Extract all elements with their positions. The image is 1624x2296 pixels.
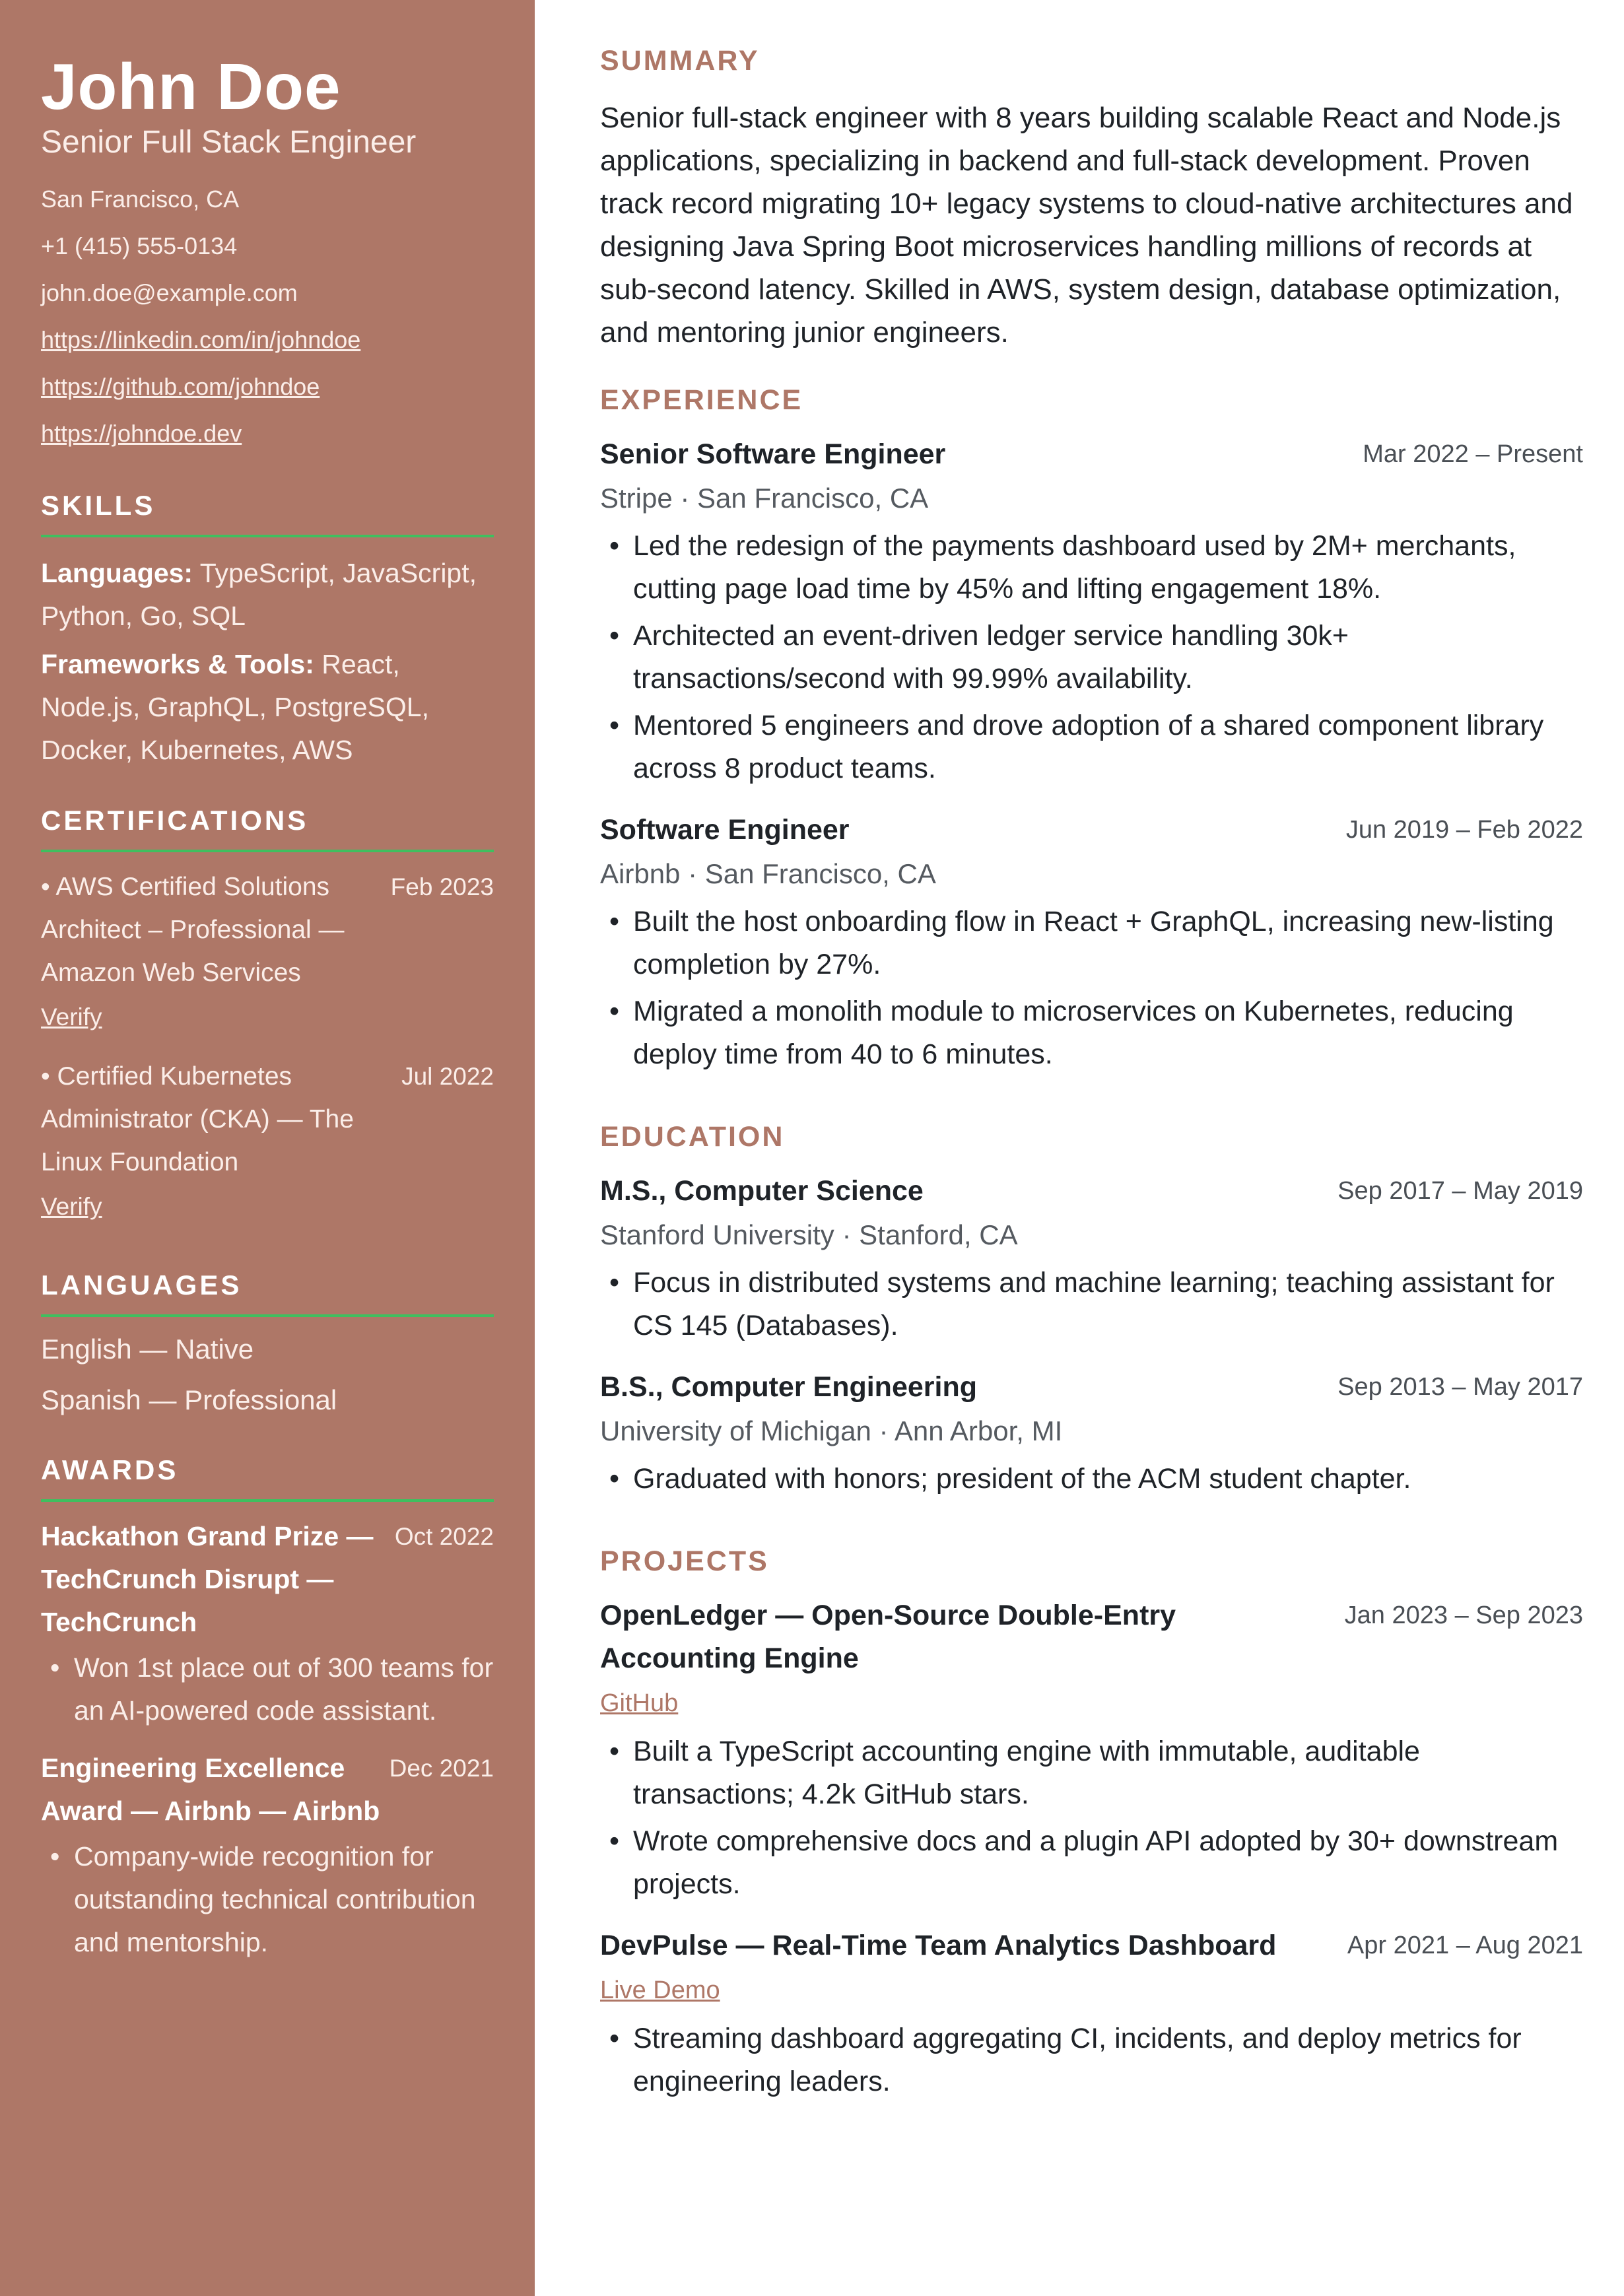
skill-value: TypeScript, JavaScript, Python, Go, SQL — [41, 558, 477, 631]
project-bullet: • Built a TypeScript accounting engine with immutable, auditable transactions; 4.2k GitHub stars. — [600, 1730, 1583, 1816]
language-item: English — Native — [41, 1334, 254, 1365]
project-link[interactable]: GitHub — [600, 1689, 679, 1717]
language-item: Spanish — Professional — [41, 1384, 337, 1415]
candidate-name: John Doe — [41, 50, 341, 123]
verify-link[interactable]: Verify — [41, 1003, 102, 1030]
summary-title: SUMMARY — [600, 45, 760, 77]
certification-name: • Certified Kubernetes Administrator (CKA) — The Linux Foundation — [41, 1062, 354, 1176]
languages-title: LANGUAGES — [41, 1267, 494, 1317]
linkedin-link[interactable]: https://linkedin.com/in/johndoe — [41, 326, 361, 353]
degree-title: B.S., Computer Engineering — [600, 1371, 977, 1403]
job-title: Senior Software Engineer — [600, 438, 946, 470]
summary-text: Senior full-stack engineer with 8 years building scalable React and Node.js applications, specializing in backend and full-stack development. Proven track record migrating 10+ legacy systems to cloud-native architectures and designing Java Spring Boot microservices handling millions of records at sub-second latency. Skilled in AWS, system design, database optimization, and mentoring junior engineers. — [600, 102, 1573, 349]
job-bullet: • Architected an event-driven ledger service handling 30k+ transactions/second with 99.99% availability. — [600, 615, 1583, 700]
award-item — [41, 1515, 494, 1644]
project-item — [600, 1924, 1583, 2103]
job-bullet: • Mentored 5 engineers and drove adoption of a shared component library across 8 product teams. — [600, 704, 1583, 790]
project-bullet: • Wrote comprehensive docs and a plugin API adopted by 30+ downstream projects. — [600, 1820, 1583, 1906]
award-date: Dec 2021 — [389, 1755, 494, 1782]
education-item — [600, 1366, 1583, 1501]
education-bullet: • Graduated with honors; president of the ACM student chapter. — [600, 1458, 1583, 1501]
project-date: Jan 2023 – Sep 2023 — [1344, 1602, 1583, 1629]
certifications-title: CERTIFICATIONS — [41, 802, 494, 852]
school-name: University of Michigan · Ann Arbor, MI — [600, 1415, 1063, 1446]
main-content — [600, 0, 1583, 2107]
github-link[interactable]: https://github.com/johndoe — [41, 373, 320, 400]
education-bullet: • Focus in distributed systems and machine learning; teaching assistant for CS 145 (Databases). — [600, 1262, 1583, 1347]
job-bullet: • Built the host onboarding flow in React + GraphQL, increasing new-listing completion by 27%. — [600, 900, 1583, 986]
experience-item — [600, 809, 1583, 1076]
award-description: • Company-wide recognition for outstanding technical contribution and mentorship. — [41, 1835, 494, 1964]
job-title: Software Engineer — [600, 814, 850, 846]
job-date: Jun 2019 – Feb 2022 — [1345, 816, 1583, 844]
certification-date: Feb 2023 — [390, 873, 494, 900]
experience-title: EXPERIENCE — [600, 384, 803, 416]
skills-title: SKILLS — [41, 487, 494, 537]
award-date: Oct 2022 — [394, 1523, 494, 1550]
project-name: DevPulse — Real-Time Team Analytics Dashboard — [600, 1930, 1277, 1961]
projects-title: PROJECTS — [600, 1545, 769, 1577]
education-item — [600, 1170, 1583, 1347]
degree-title: M.S., Computer Science — [600, 1175, 924, 1207]
verify-link[interactable]: Verify — [41, 1193, 102, 1220]
project-date: Apr 2021 – Aug 2021 — [1347, 1932, 1583, 1959]
job-bullet: • Migrated a monolith module to microservices on Kubernetes, reducing deploy time from 40 to 6 minutes. — [600, 990, 1583, 1076]
email: john.doe@example.com — [41, 279, 298, 306]
skill-value: React, Node.js, GraphQL, PostgreSQL, Docker, Kubernetes, AWS — [41, 649, 429, 765]
skill-label: Languages: — [41, 558, 193, 588]
school-name: Stanford University · Stanford, CA — [600, 1219, 1018, 1250]
certification-item — [41, 1055, 494, 1184]
project-item — [600, 1594, 1583, 1906]
headline: Senior Full Stack Engineer — [41, 125, 417, 160]
job-bullet: • Led the redesign of the payments dashboard used by 2M+ merchants, cutting page load time by 45% and lifting engagement 18%. — [600, 525, 1583, 611]
degree-date: Sep 2013 – May 2017 — [1337, 1373, 1583, 1401]
certification-item — [41, 865, 494, 994]
website-link[interactable]: https://johndoe.dev — [41, 420, 242, 447]
award-description: • Won 1st place out of 300 teams for an AI-powered code assistant. — [41, 1646, 494, 1732]
award-item — [41, 1747, 494, 1833]
project-link[interactable]: Live Demo — [600, 1976, 720, 2004]
project-name: OpenLedger — Open-Source Double-Entry Accounting Engine — [600, 1600, 1176, 1674]
certification-name: • AWS Certified Solutions Architect – Professional — Amazon Web Services — [41, 873, 345, 987]
certification-date: Jul 2022 — [401, 1063, 494, 1090]
location: San Francisco, CA — [41, 186, 240, 213]
job-company: Airbnb · San Francisco, CA — [600, 858, 936, 889]
experience-item — [600, 433, 1583, 790]
awards-title: AWARDS — [41, 1452, 494, 1502]
degree-date: Sep 2017 – May 2019 — [1337, 1177, 1583, 1205]
award-title: Hackathon Grand Prize — TechCrunch Disrupt — TechCrunch — [41, 1521, 374, 1637]
job-company: Stripe · San Francisco, CA — [600, 483, 929, 514]
skill-row — [41, 552, 494, 638]
skill-label: Frameworks & Tools: — [41, 649, 314, 679]
phone: +1 (415) 555-0134 — [41, 232, 238, 259]
skill-row — [41, 643, 494, 772]
award-title: Engineering Excellence Award — Airbnb — Airbnb — [41, 1753, 380, 1826]
sidebar — [0, 0, 535, 2296]
job-date: Mar 2022 – Present — [1363, 440, 1583, 468]
education-title: EDUCATION — [600, 1121, 785, 1153]
project-bullet: • Streaming dashboard aggregating CI, incidents, and deploy metrics for engineering leaders. — [600, 2017, 1583, 2103]
